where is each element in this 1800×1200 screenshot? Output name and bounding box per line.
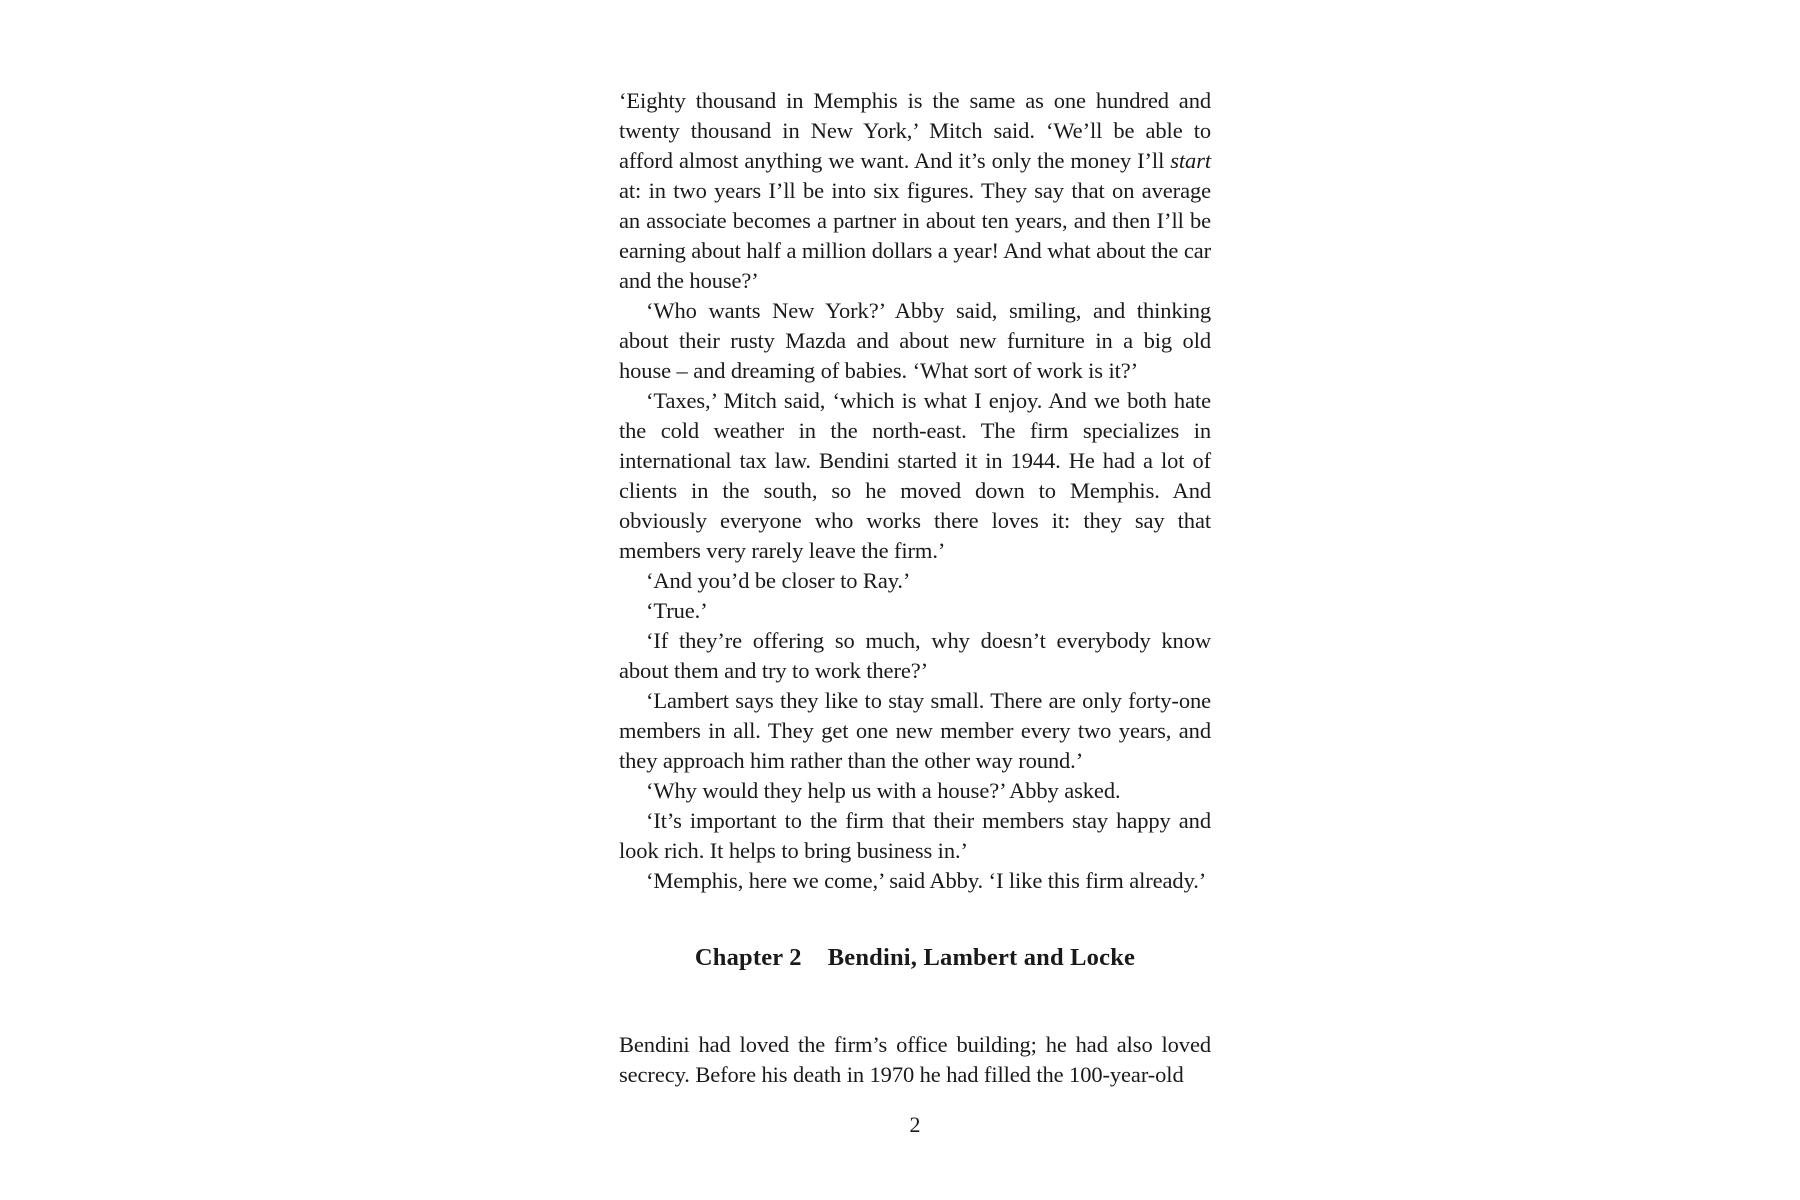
chapter-paragraph-1: Bendini had loved the firm’s office building; he had also loved secrecy. Before his death in 1970 he had filled the 100-year-old: [619, 1032, 1211, 1087]
chapter-number: Chapter 2: [694, 944, 802, 971]
chapter-title: Bendini, Lambert and Locke: [827, 944, 1136, 971]
paragraph-3: ‘Taxes,’ Mitch said, ‘which is what I enjoy. And we both hate the cold weather in the north-east. The firm specializes in international tax law. Bendini started it in 1944. He had a lot of clients in the south, so he moved down to Memphis. And obviously everyone who works there loves it: they say that members very rarely leave the firm.’: [619, 388, 1211, 563]
paragraph-1-text-before: ‘Eighty thousand in Memphis is the same as one hundred and twenty thousand in New York,’ Mitch said. ‘We’ll be able to afford almost anything we want. And it’s only the money I’ll: [619, 88, 1211, 173]
chapter-heading: [619, 943, 1211, 1030]
book-page: [619, 86, 1211, 1090]
page-number: 2: [909, 1112, 921, 1137]
paragraph-4: ‘And you’d be closer to Ray.’: [646, 568, 911, 593]
paragraph-2: ‘Who wants New York?’ Abby said, smiling, and thinking about their rusty Mazda and about new furniture in a big old house – and dreaming of babies. ‘What sort of work is it?’: [619, 298, 1211, 383]
paragraph-10: ‘Memphis, here we come,’ said Abby. ‘I like this firm already.’: [646, 868, 1207, 893]
paragraph-5: ‘True.’: [646, 598, 708, 623]
paragraph-1-emphasis: start: [1170, 148, 1211, 173]
paragraph-9: ‘It’s important to the firm that their members stay happy and look rich. It helps to bring business in.’: [619, 808, 1211, 863]
paragraph-7: ‘Lambert says they like to stay small. There are only forty-one members in all. They get one new member every two years, and they approach him rather than the other way round.’: [619, 688, 1211, 773]
paragraph-8: ‘Why would they help us with a house?’ Abby asked.: [646, 778, 1121, 803]
paragraph-6: ‘If they’re offering so much, why doesn’t everybody know about them and try to work there?’: [619, 628, 1211, 683]
paragraph-1-text-after: at: in two years I’ll be into six figures. They say that on average an associate becomes a partner in about ten years, and then I’ll be earning about half a million dollars a year! And what about the car and the house?’: [619, 178, 1211, 293]
paragraph-1: [619, 86, 1211, 296]
